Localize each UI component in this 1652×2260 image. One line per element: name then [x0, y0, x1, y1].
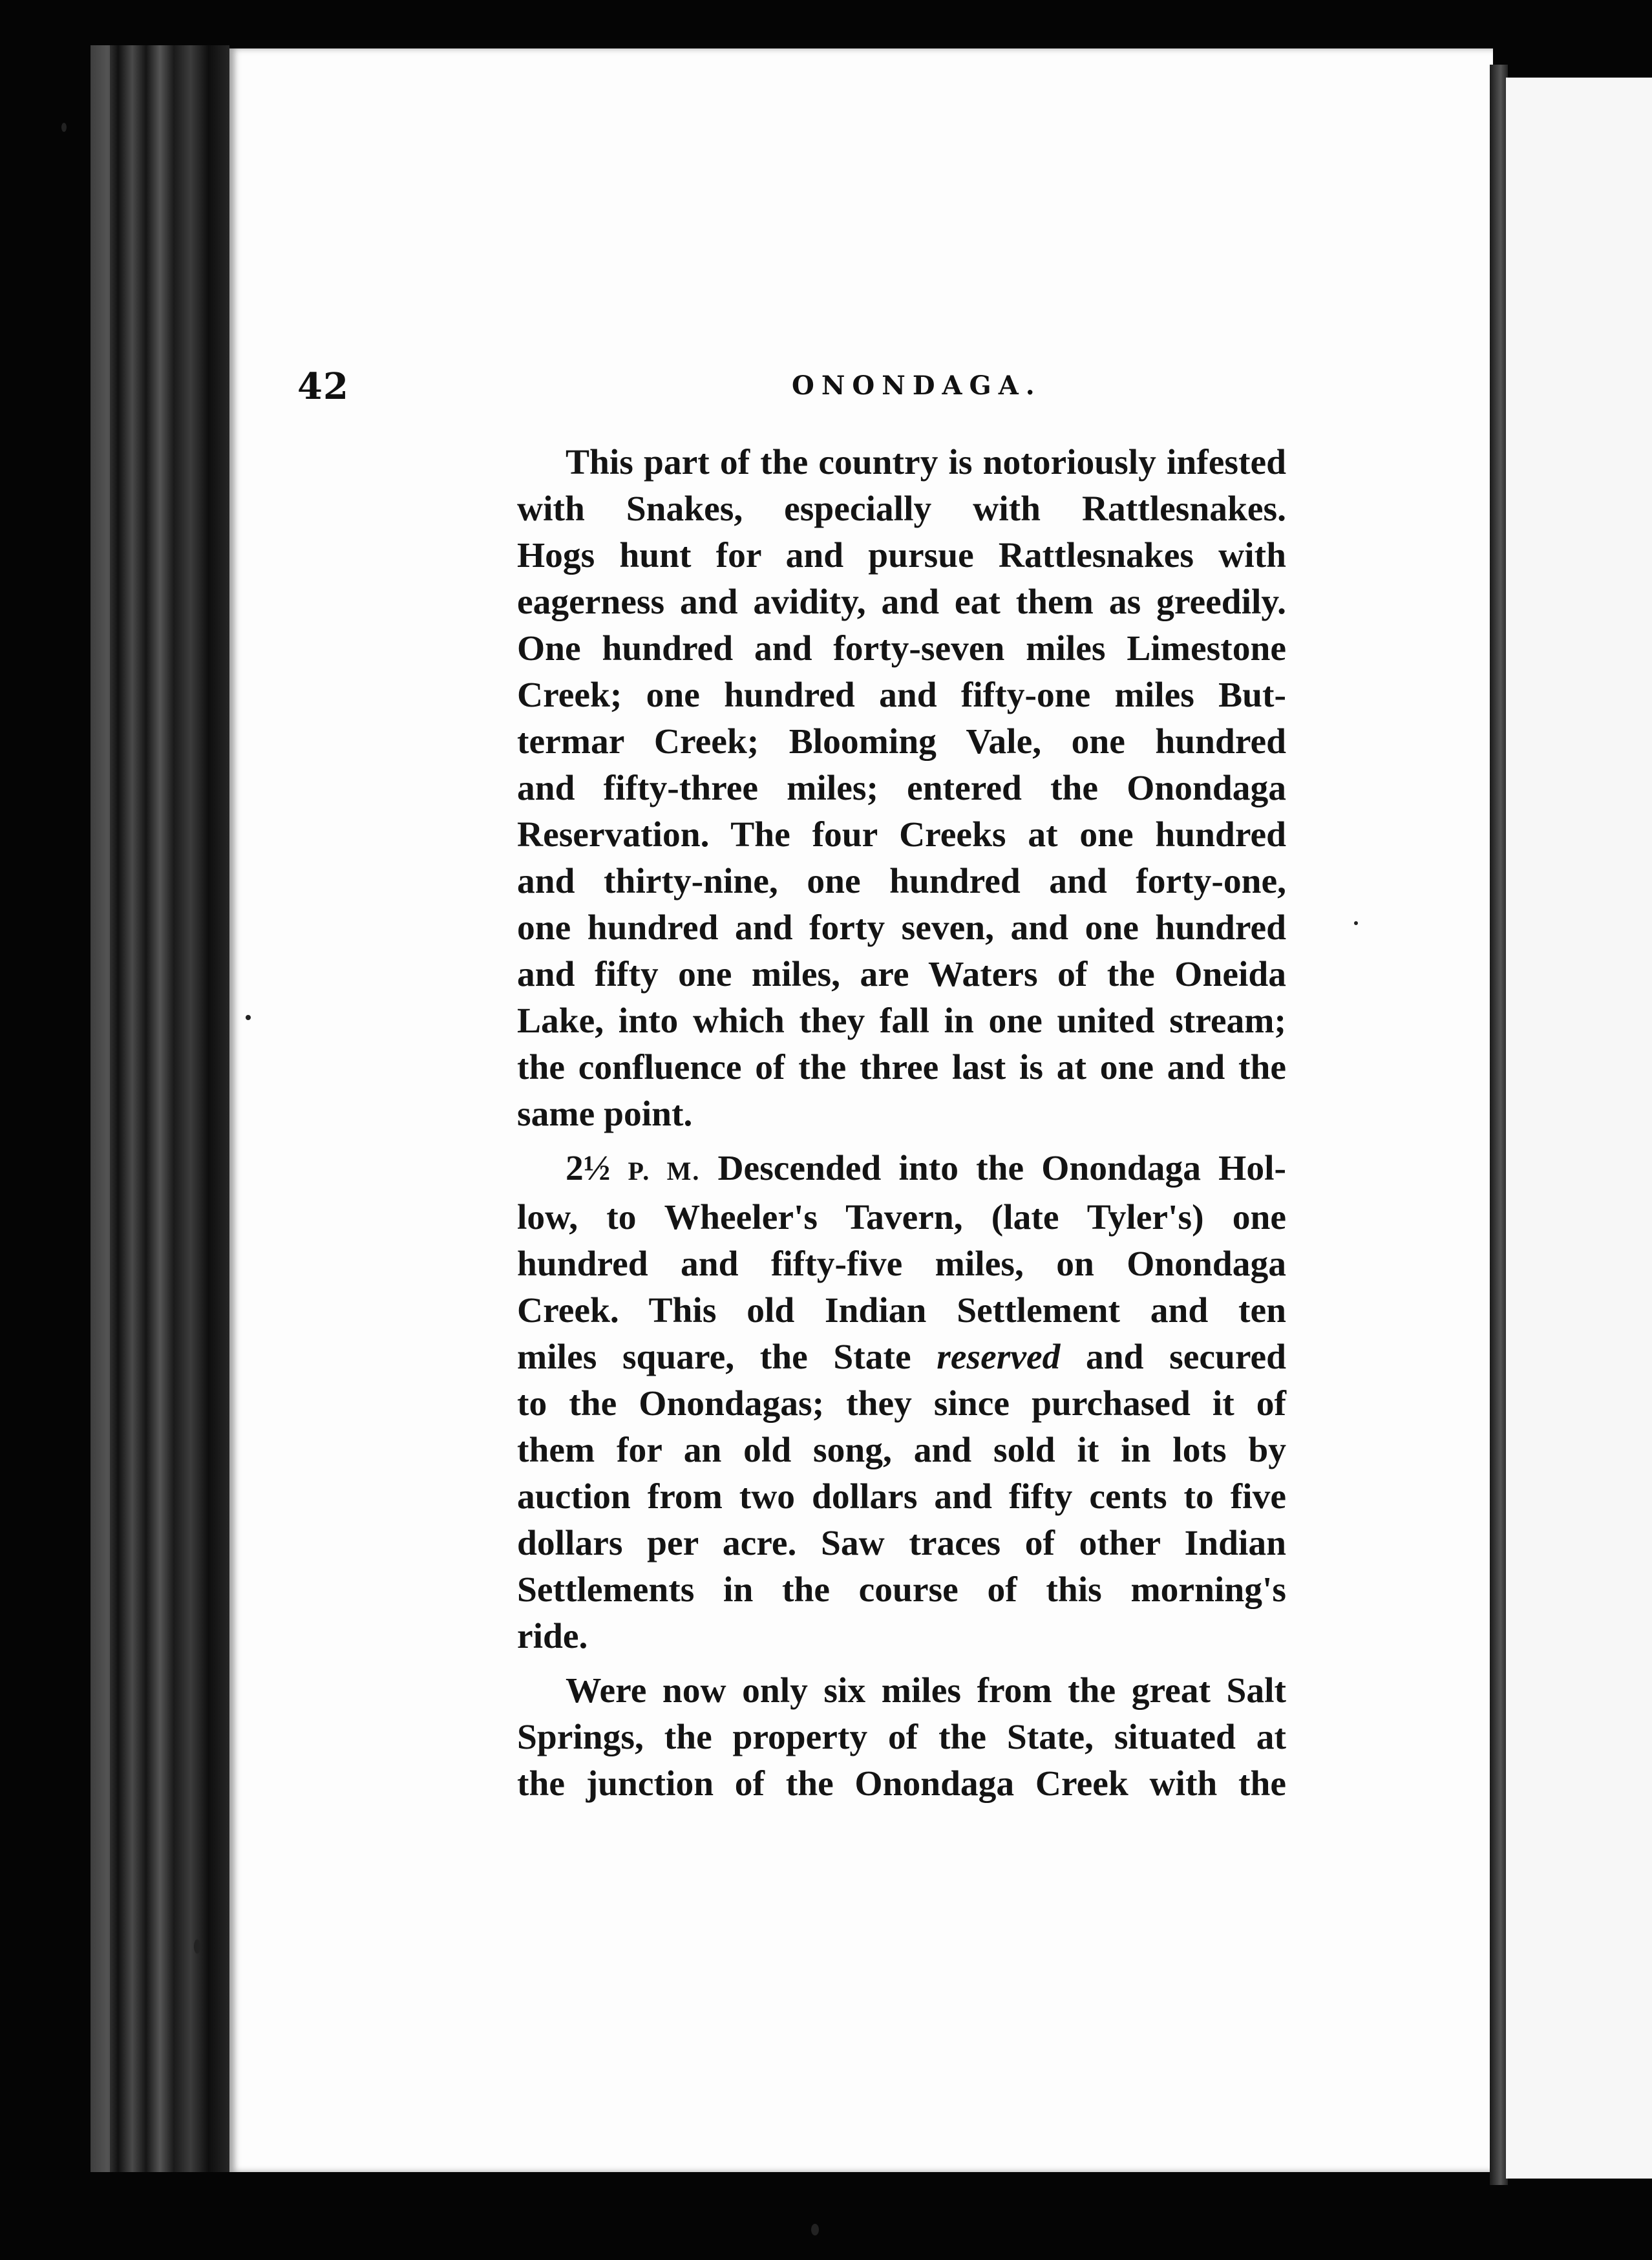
text-line: and thirty-nine, one hundred and forty-one, [517, 862, 1286, 901]
text-line: with Snakes, especially with Rattlesnakes. [517, 489, 1286, 529]
paragraph-3 [517, 1668, 1286, 1807]
text-line: Creek. This old Indian Settlement and ten [517, 1291, 1286, 1330]
paragraph-2 [517, 1146, 1286, 1660]
scan-speck [811, 2224, 819, 2235]
running-title: ONONDAGA. [792, 370, 1042, 401]
scan-speck [246, 1015, 251, 1020]
scan-speck [194, 1939, 200, 1954]
text-line: This part of the country is notoriously infested [566, 443, 1286, 482]
book-spine-edge [90, 45, 229, 2172]
time-meridiem: P. M. [628, 1157, 701, 1186]
text-line: Lake, into which they fall in one united stream; [517, 1001, 1286, 1041]
page-number: 42 [297, 365, 349, 408]
text-line [517, 1334, 1286, 1381]
text-line: dollars per acre. Saw traces of other Indian [517, 1524, 1286, 1563]
text-line: Creek; one hundred and fifty-one miles But- [517, 676, 1286, 715]
text-line: them for an old song, and sold it in lots by [517, 1431, 1286, 1470]
text-line: hundred and fifty-five miles, on Onondaga [517, 1244, 1286, 1284]
page-edge-highlight [90, 45, 110, 2172]
text-run: miles square, the State [517, 1338, 937, 1377]
text-line: same point. [517, 1094, 693, 1134]
body-text [517, 440, 1286, 1807]
text-line: eagerness and avidity, and eat them as greedily. [517, 582, 1286, 622]
italic-word: reserved [937, 1338, 1061, 1377]
text-run: and secured [1060, 1338, 1286, 1377]
text-line: low, to Wheeler's Tavern, (late Tyler's) one [517, 1198, 1286, 1237]
scan-speck [1354, 921, 1358, 925]
text-line: the junction of the Onondaga Creek with the [517, 1764, 1286, 1804]
text-run: Descended into the Onondaga Hol- [700, 1149, 1287, 1188]
facing-page-sliver [1506, 78, 1652, 2179]
text-line: Hogs hunt for and pursue Rattlesnakes with [517, 536, 1286, 575]
paragraph-1 [517, 440, 1286, 1138]
text-line: and fifty-three miles; entered the Onondaga [517, 769, 1286, 808]
text-line: auction from two dollars and fifty cents to five [517, 1477, 1286, 1517]
text-line: Reservation. The four Creeks at one hundred [517, 815, 1286, 855]
text-line: One hundred and forty-seven miles Limestone [517, 629, 1286, 668]
text-line: Were now only six miles from the great Salt [566, 1671, 1286, 1711]
text-line: Springs, the property of the State, situated at [517, 1718, 1286, 1757]
running-head [297, 365, 1280, 417]
text-line: one hundred and forty seven, and one hundred [517, 908, 1286, 948]
text-line: termar Creek; Blooming Vale, one hundred [517, 722, 1286, 762]
text-line: and fifty one miles, are Waters of the Oneida [517, 955, 1286, 994]
text-line: ride. [517, 1617, 588, 1656]
text-line [517, 1146, 1286, 1195]
text-line: Settlements in the course of this morning's [517, 1570, 1286, 1610]
text-line: to the Onondagas; they since purchased it of [517, 1384, 1286, 1423]
time-fraction: 2½ [566, 1149, 628, 1188]
scan-speck [61, 123, 67, 132]
book-gutter [1490, 65, 1508, 2185]
text-line: the confluence of the three last is at one and the [517, 1048, 1286, 1087]
